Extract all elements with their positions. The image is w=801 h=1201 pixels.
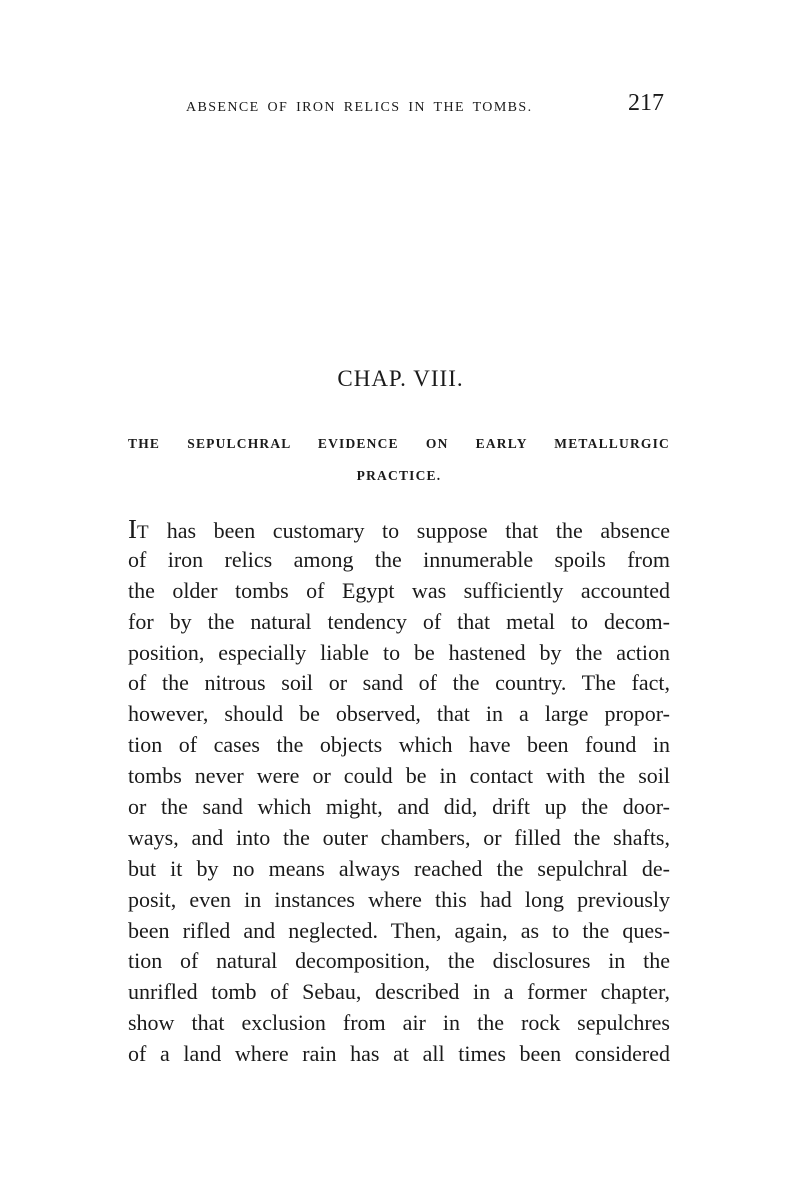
body-line: been rifled and neglected. Then, again, as to the ques-	[128, 917, 670, 943]
body-line: show that exclusion from air in the rock sepulchres	[128, 1010, 670, 1036]
body-line-first	[128, 514, 670, 545]
body-line: for by the natural tendency of that metal to decom-	[128, 608, 670, 634]
drop-initial: I	[128, 514, 137, 544]
chapter-title-line-2: PRACTICE.	[356, 468, 442, 483]
chapter-title	[128, 428, 670, 492]
page-number: 217	[628, 90, 664, 116]
body-line: unrifled tomb of Sebau, described in a former chapter,	[128, 979, 670, 1005]
running-head-title: ABSENCE OF IRON RELICS IN THE TOMBS.	[186, 100, 533, 115]
body-line: of a land where rain has at all times been considered	[128, 1041, 670, 1067]
body-line: tion of cases the objects which have been found in	[128, 732, 670, 758]
body-line: tion of natural decomposition, the disclosures in the	[128, 948, 670, 974]
chapter-title-line-1: THE SEPULCHRAL EVIDENCE ON EARLY METALLURGIC	[128, 436, 670, 451]
first-line-text: has been customary to suppose that the absence	[149, 518, 670, 543]
body-line: or the sand which might, and did, drift up the door-	[128, 794, 670, 820]
body-line: of the nitrous soil or sand of the country. The fact,	[128, 670, 670, 696]
body-line: but it by no means always reached the sepulchral de-	[128, 855, 670, 881]
body-paragraph	[128, 514, 670, 1070]
running-head	[128, 90, 668, 122]
chapter-number: CHAP. VIII.	[337, 366, 464, 391]
body-line: of iron relics among the innumerable spoils from	[128, 546, 670, 572]
drop-initial-rest: T	[137, 522, 150, 543]
body-line: position, especially liable to be hastened by the action	[128, 639, 670, 665]
body-line: posit, even in instances where this had long previously	[128, 886, 670, 912]
body-line: however, should be observed, that in a large propor-	[128, 701, 670, 727]
body-line: tombs never were or could be in contact with the soil	[128, 763, 670, 789]
body-line: the older tombs of Egypt was sufficiently accounted	[128, 577, 670, 603]
body-line: ways, and into the outer chambers, or filled the shafts,	[128, 824, 670, 850]
